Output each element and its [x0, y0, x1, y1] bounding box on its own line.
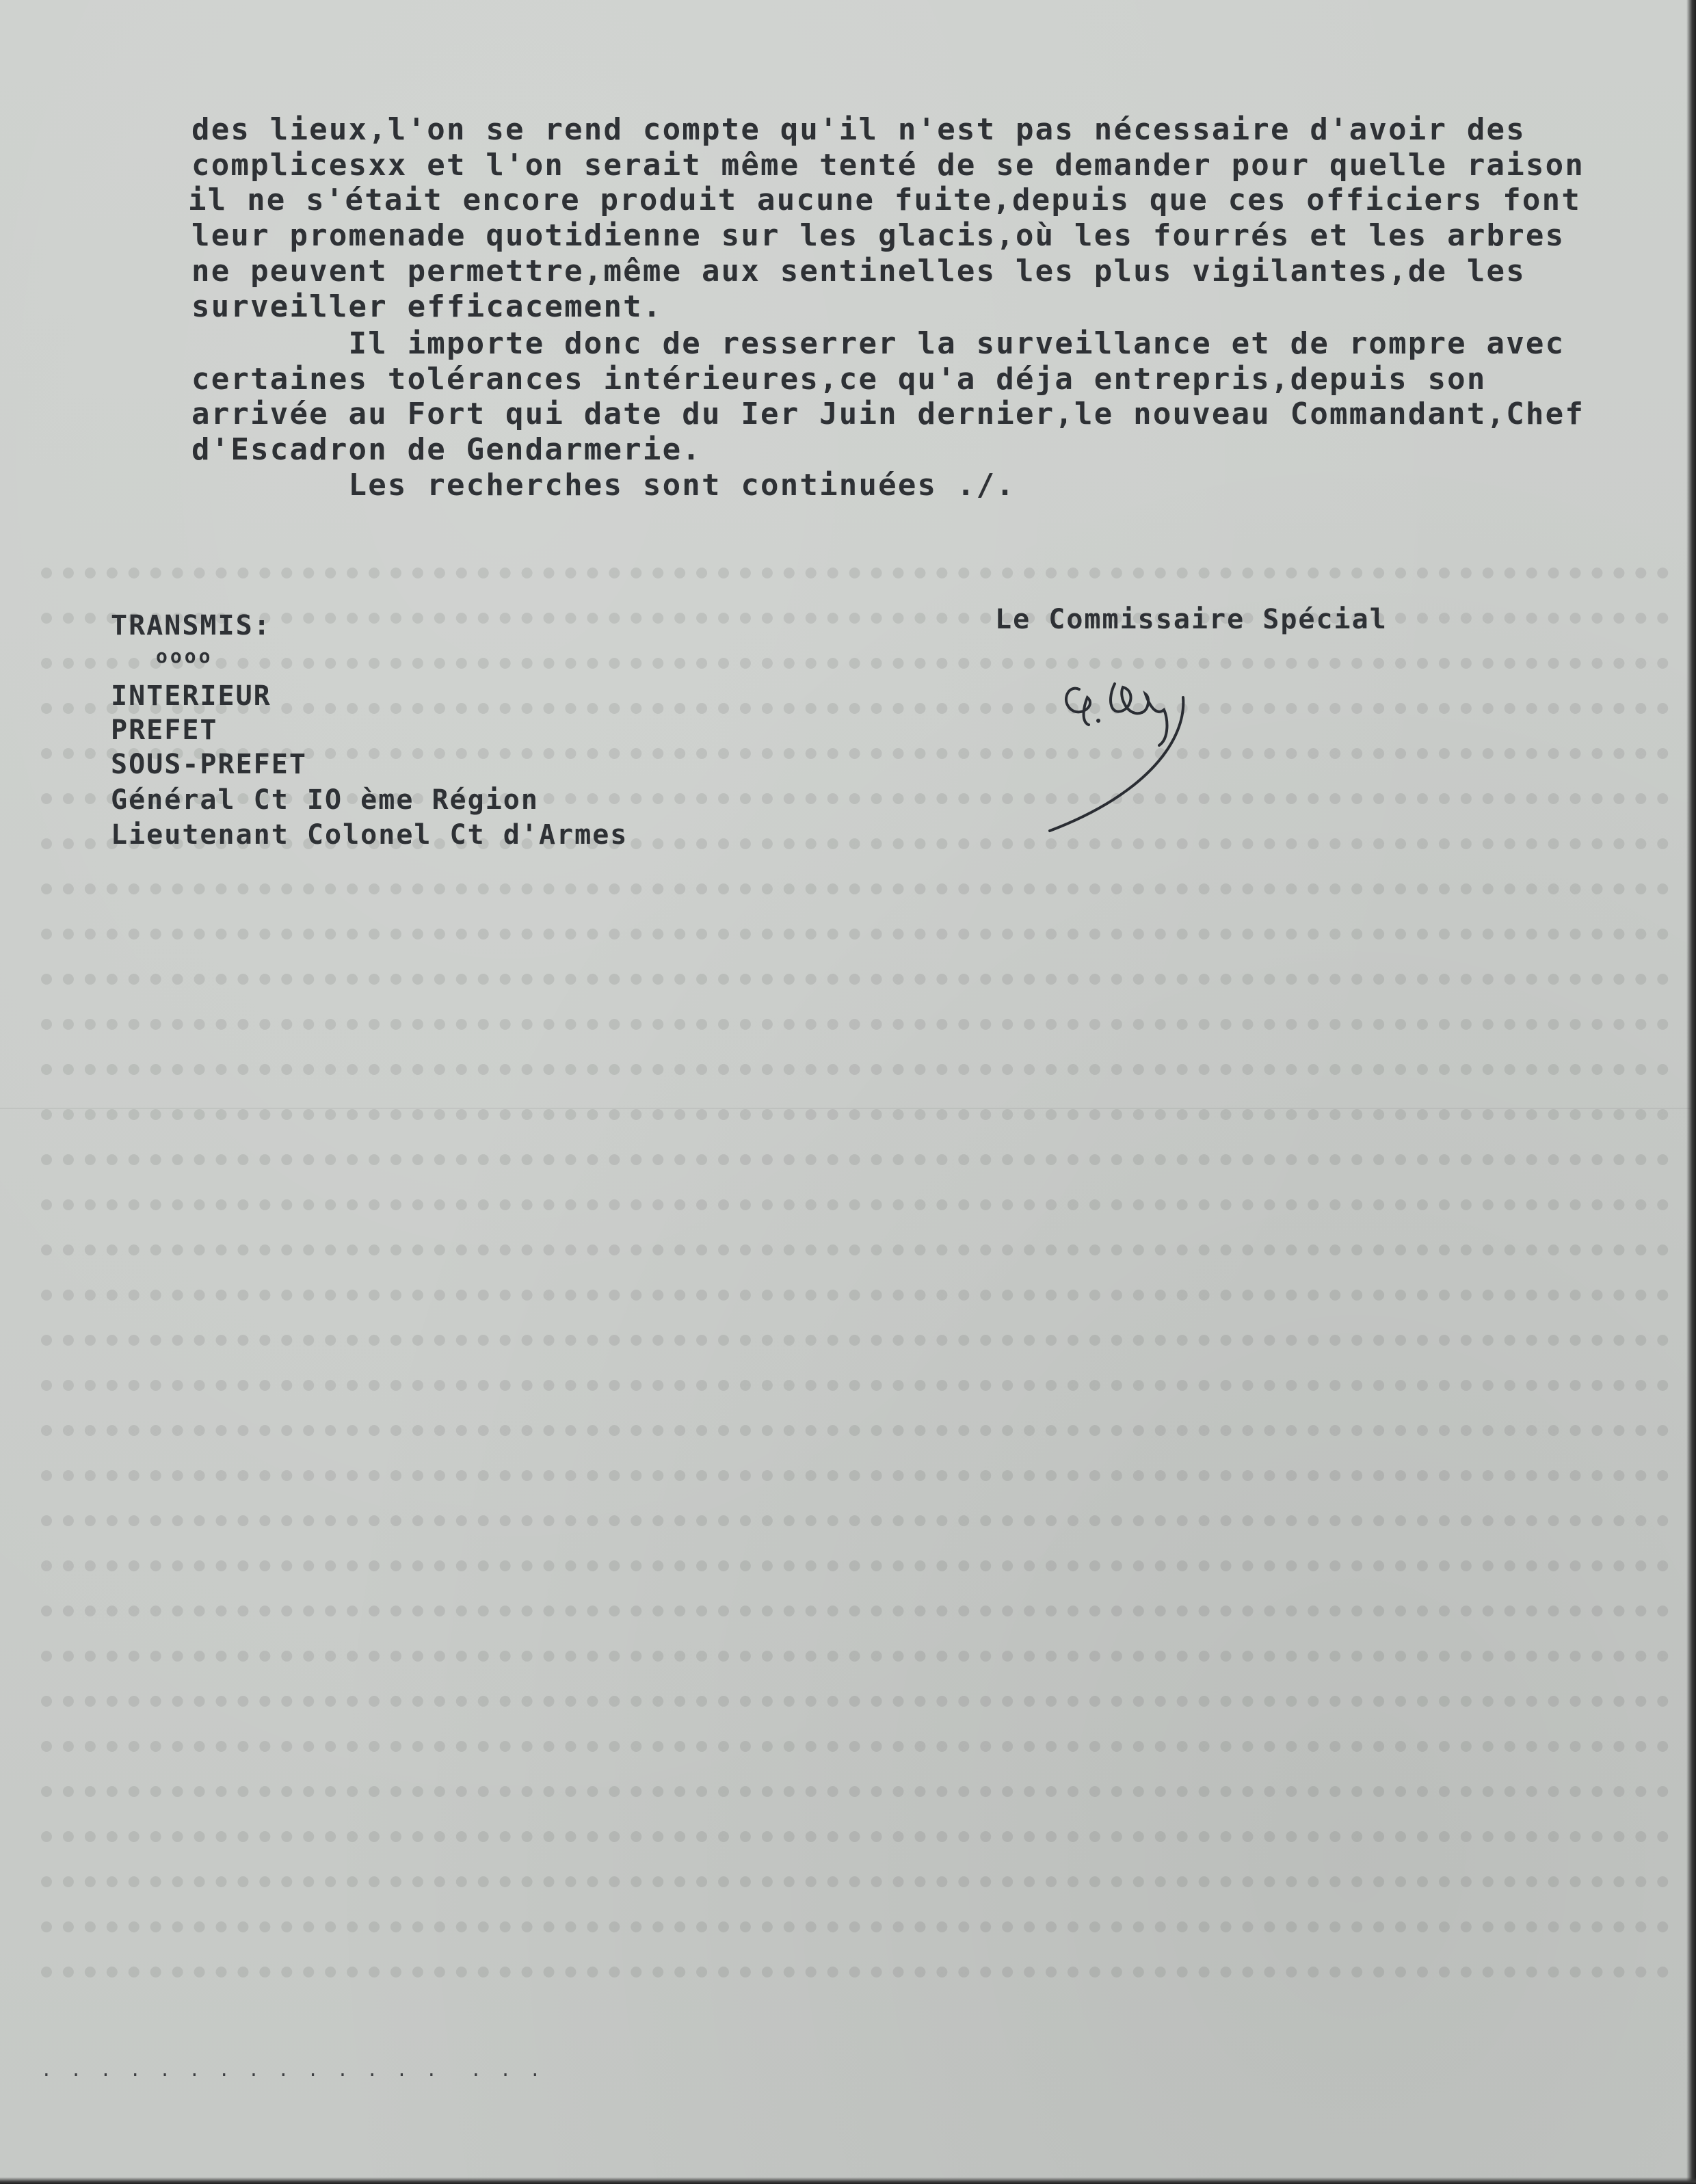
recipient-prefet: PREFET: [111, 715, 218, 746]
transmis-label: TRANSMIS:: [111, 610, 271, 641]
signatory-title: Le Commissaire Spécial: [995, 604, 1388, 635]
second-para-line-1: Il importe donc de resserrer la surveillance et de rompre avec: [191, 326, 1565, 361]
body-line-4: leur promenade quotidienne sur les glacis,où les fourrés et les arbres: [191, 218, 1565, 253]
body-line-5: ne peuvent permettre,même aux sentinelles les plus vigilantes,de les: [191, 254, 1526, 289]
closing-line: Les recherches sont continuées ./.: [191, 468, 1016, 503]
recipient-general: Général Ct IO ème Région: [111, 784, 539, 816]
recipient-lieutenant-colonel: Lieutenant Colonel Ct d'Armes: [111, 819, 628, 851]
recipient-sous-prefet: SOUS-PREFET: [111, 749, 307, 780]
body-line-3: il ne s'était encore produit aucune fuite,depuis que ces officiers font: [188, 183, 1582, 217]
second-para-line-4: d'Escadron de Gendarmerie.: [191, 432, 702, 467]
second-para-line-2: certaines tolérances intérieures,ce qu'a déja entrepris,depuis son: [191, 362, 1487, 397]
second-para-line-3: arrivée au Fort qui date du Ier Juin dernier,le nouveau Commandant,Chef: [191, 397, 1585, 431]
body-line-2: complicesxx et l'on serait même tenté de se demander pour quelle raison: [191, 148, 1585, 183]
footer-dots: · · · · · · · · · · · · · · · · ·: [41, 2065, 545, 2086]
body-line-6: surveiller efficacement.: [191, 289, 663, 324]
scan-edge-right: [1686, 0, 1696, 2184]
body-line-1: des lieux,l'on se rend compte qu'il n'est pas nécessaire d'avoir des: [191, 112, 1526, 147]
transmis-ornament: oooo: [156, 645, 213, 667]
scan-edge-bottom: [0, 2177, 1696, 2184]
handwritten-signature: [1046, 656, 1306, 841]
recipient-interieur: INTERIEUR: [111, 680, 271, 712]
